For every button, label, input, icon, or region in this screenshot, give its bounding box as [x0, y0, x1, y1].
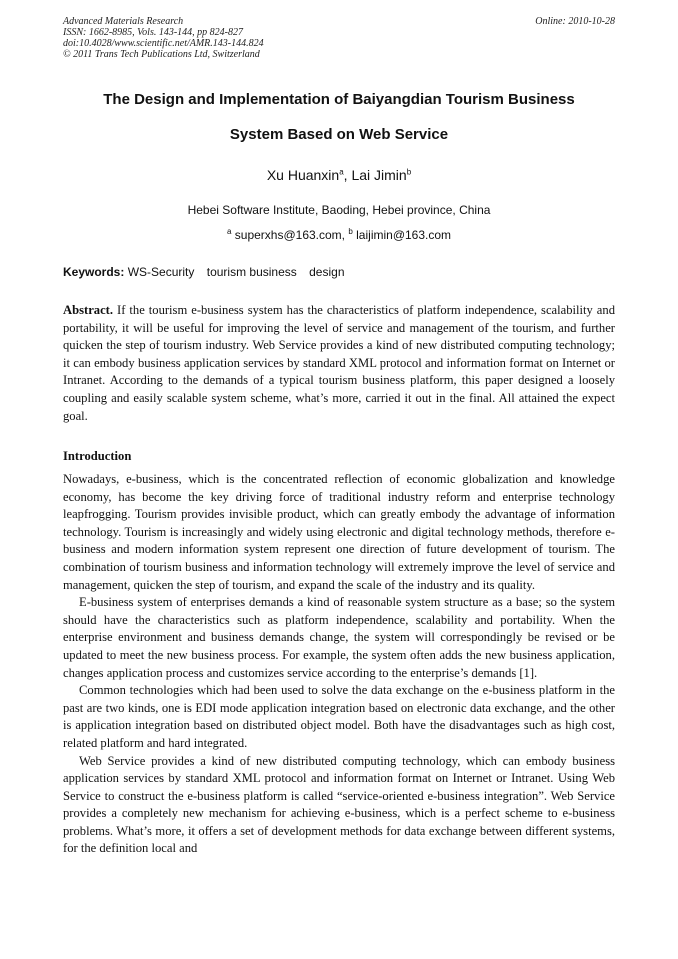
issn-line: ISSN: 1662-8985, Vols. 143-144, pp 824-827 [63, 27, 243, 38]
online-date: Online: 2010-10-28 [535, 16, 615, 27]
paper-title-line-2: System Based on Web Service [229, 126, 449, 143]
journal-header [63, 16, 615, 60]
email-address: laijimin@163.com [356, 228, 452, 242]
keyword-item: design [309, 265, 345, 279]
keywords-label: Keywords: [63, 265, 125, 279]
author-affil-mark: b [406, 167, 412, 177]
doi-line: doi:10.4028/www.scientific.net/AMR.143-144.824 [63, 38, 264, 49]
paragraph: E-business system of enterprises demands a kind of reasonable system structure as a base; so the system should have the characteristics such as platform independence, scalability and portability. When the enterprise environment and business demands change, the system will correspondingly be revised or be updated to meet the new business process. For example, the system often adds the new business application, changes application process and customizes service according to the enterprise’s demands [1]. [63, 595, 615, 680]
abstract [63, 302, 615, 425]
journal-name: Advanced Materials Research [63, 16, 184, 27]
author-emails [40, 228, 638, 242]
keywords [63, 265, 354, 279]
author-affil-mark: a [339, 167, 344, 177]
paragraph: Nowadays, e-business, which is the concentrated reflection of economic globalization and knowledge economy, has become the key driving force of traditional industry reform and enterprise technology leapfrogging. Tourism provides invisible product, which can greatly embody the advantage of information technology. Tourism is increasingly and widely using electronic and digital technology methods, therefore e-business and modern information system represent one direction of future development of tourism. The combination of tourism business and information technology will extremely improve the level of service and management, quicken the step of tourism, and expand the scale of the industry and its quality. [63, 472, 615, 592]
affiliation: Hebei Software Institute, Baoding, Hebei province, China [187, 203, 491, 217]
author-name: Lai Jimin [351, 167, 407, 183]
author-separator: , [343, 167, 352, 183]
email-mark: b [348, 227, 353, 236]
copyright-line: © 2011 Trans Tech Publications Ltd, Switzerland [63, 49, 260, 60]
email-address: superxhs@163.com, [234, 228, 345, 242]
keyword-item: tourism business [206, 265, 297, 279]
section-heading-introduction: Introduction [63, 449, 132, 463]
abstract-label: Abstract. [63, 303, 114, 317]
author-name: Xu Huanxin [266, 167, 340, 183]
abstract-text: If the tourism e-business system has the characteristics of platform independence, scalability and portability, it will be useful for improving the level of service and management of the tourism, and further quicken the step of tourism industry. Web Service provides a kind of new distributed computing technology; it can embody business application services by standard XML protocol and information format on Internet or Intranet. According to the demands of a typical tourism business platform, this paper designed a loosely coupling and easily scalable system scheme, what’s more, carried it out in the final. All attained the expect goal. [63, 303, 615, 423]
author-list [40, 167, 638, 183]
paper-title-line-1: The Design and Implementation of Baiyangdian Tourism Business [103, 91, 575, 108]
paragraph: Web Service provides a kind of new distributed computing technology, which can embody business application services by standard XML protocol and information format on Internet or Intranet. Using Web Service to construct the e-business platform is called “service-oriented e-business integration”. Web Service provides a completely new mechanism for achieving e-business, which is a perfect scheme to e-business problems. What’s more, it offers a set of development methods for data exchange between different systems, for the definition local and [63, 753, 615, 856]
email-mark: a [226, 227, 232, 236]
paragraph: Common technologies which had been used to solve the data exchange on the e-business platform in the past are two kinds, one is EDI mode application integration based on electronic data exchange, and the other is application integration based on distributed object model. Both have the disadvantages such as high cost, related platform and hard integrated. [63, 683, 615, 750]
introduction-body [63, 471, 615, 858]
keyword-item: WS-Security [127, 265, 195, 279]
